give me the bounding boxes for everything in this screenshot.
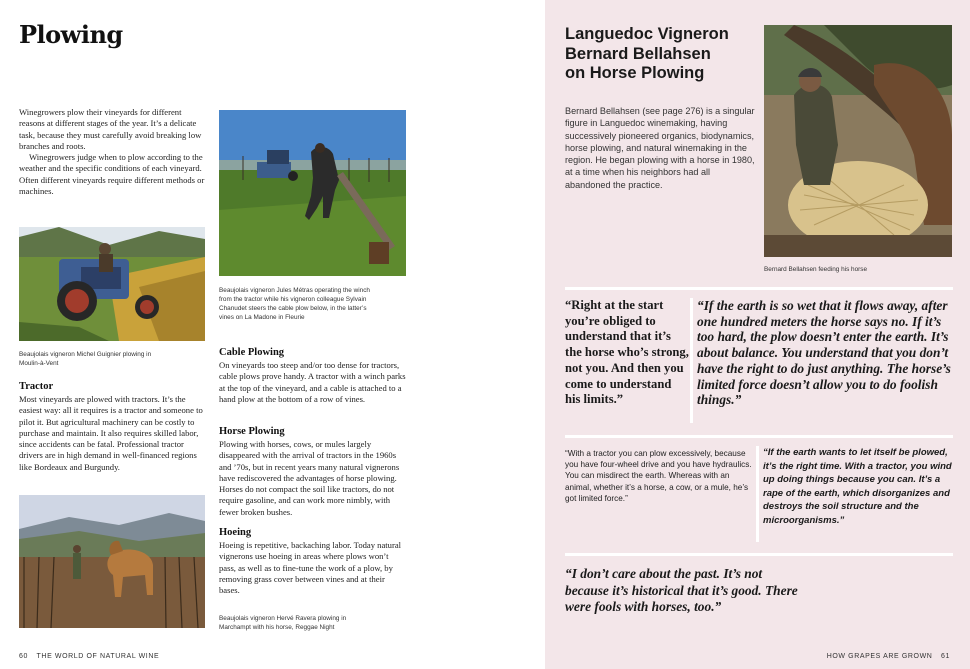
sidebar-title-line-2: Bernard Bellahsen <box>565 44 711 63</box>
quote-horse-strength: “Right at the start you’re obliged to understand that it’s the horse who’s strong, not you. And then you come to understand his limits.” <box>565 298 689 407</box>
tractor-photo-caption: Beaujolais vigneron Michel Guignier plowing in Moulin-à-Vent <box>19 351 152 367</box>
left-footer <box>19 653 159 660</box>
divider <box>565 287 953 290</box>
hoeing-heading: Hoeing <box>219 527 252 538</box>
left-page-number: 60 <box>19 653 28 660</box>
hoeing-text: Hoeing is repetitive, backaching labor. Today natural vignerons use hoeing in areas where plows won’t pass, as well as to fine-tune the work of a plow, by removing grass cover between vines and at their bases. <box>219 540 402 596</box>
cable-plowing-text: On vineyards too steep and/or too dense for tractors, cable plows prove handy. A tractor with a winch parks at the top of the vineyard, and a cable is attached to a hand plow at the bottom of a row of vines. <box>219 360 406 404</box>
divider <box>565 435 953 438</box>
divider <box>756 446 759 542</box>
divider <box>690 298 693 423</box>
right-page <box>545 0 970 669</box>
horse-plowing-photo <box>19 495 205 628</box>
section-title: HOW GRAPES ARE GROWN <box>826 653 933 660</box>
sidebar-intro: Bernard Bellahsen (see page 276) is a singular figure in Languedoc winemaking, having successively pioneered organics, biodynamics, horse plowing, and natural winemaking in the region. He began plowing with a horse in 1980, at a time when his neighbors had all abandoned the practice. <box>565 106 755 190</box>
cable-plowing-photo-caption: Beaujolais vigneron Jules Métras operating the winch from the tractor while his vigneron colleague Sylvain Chanudet steers the cable plow below, in the latter’s vines on La Madone in Fleurie <box>219 287 370 321</box>
quote-tractor: “With a tractor you can plow excessively, because you have four-wheel drive and you have hydraulics. You can misdirect the earth. Whereas with an animal, whether it’s a horse, a cow, or a mule, he’s got limited force.” <box>565 449 752 503</box>
feeding-horse-photo-caption: Bernard Bellahsen feeding his horse <box>764 266 868 273</box>
book-title: THE WORLD OF NATURAL WINE <box>36 653 160 660</box>
tractor-photo <box>19 227 205 341</box>
horse-plowing-heading: Horse Plowing <box>219 426 285 437</box>
sidebar-title <box>565 25 765 84</box>
horse-plowing-text: Plowing with horses, cows, or mules largely disappeared with the arrival of tractors in the 1960s and ’70s, but in recent years many natural vignerons have rediscovered the advantages of horse plowing. Horses do not compact the soil like tractors, do not require gasoline, and can work more nimbly, with fewer broken bushes. <box>219 439 400 517</box>
tractor-text: Most vineyards are plowed with tractors. It’s the easiest way: all it requires is a tractor and someone to pilot it. But agricultural machinery can be costly to purchase and maintain. It also requires skilled labor, since accidents can be fatal. Professional tractor drivers are in high demand in well-financed regions like Bordeaux and Burgundy. <box>19 394 203 472</box>
intro-text <box>19 107 207 197</box>
cable-plowing-photo <box>219 110 406 276</box>
right-page-number: 61 <box>941 653 950 660</box>
right-footer <box>827 653 950 660</box>
tractor-heading: Tractor <box>19 381 54 392</box>
quote-earth-ready: “If the earth wants to let itself be plowed, it’s the right time. With a tractor, you wind up doing things because you can. It’s a rape of the earth, which disorganizes and destroys the soil structure and the microorganisms.” <box>763 447 952 526</box>
sidebar-title-line-1: Languedoc Vigneron <box>565 25 729 43</box>
quote-wet-earth: “If the earth is so wet that it flows away, after one hundred meters the horse says no. If it’s too hard, the plow doesn’t enter the earth. It’s about balance. You understand that you don’t have the right to do just anything. The horse’s limited force doesn’t allow you to do foolish things.” <box>697 298 951 408</box>
feeding-horse-photo <box>764 25 952 257</box>
cable-plowing-heading: Cable Plowing <box>219 347 285 358</box>
horse-plowing-photo-caption: Beaujolais vigneron Hervé Ravera plowing in Marchampt with his horse, Reggae Night <box>219 615 347 631</box>
intro-paragraph-2: Winegrowers judge when to plow according to the weather and the specific conditions of each vineyard. Often different vineyards require different methods or machines. <box>19 152 205 197</box>
quote-past: “I don’t care about the past. It’s not because it’s historical that it’s good. There were fools with horses, too.” <box>565 566 798 614</box>
divider <box>565 553 953 556</box>
intro-paragraph-1: Winegrowers plow their vineyards for different reasons at different stages of the year. It’s a delicate task, because they must carefully avoid breaking low branches and roots. <box>19 107 202 151</box>
page-title: Plowing <box>19 20 123 49</box>
sidebar-title-line-3: on Horse Plowing <box>565 64 705 82</box>
